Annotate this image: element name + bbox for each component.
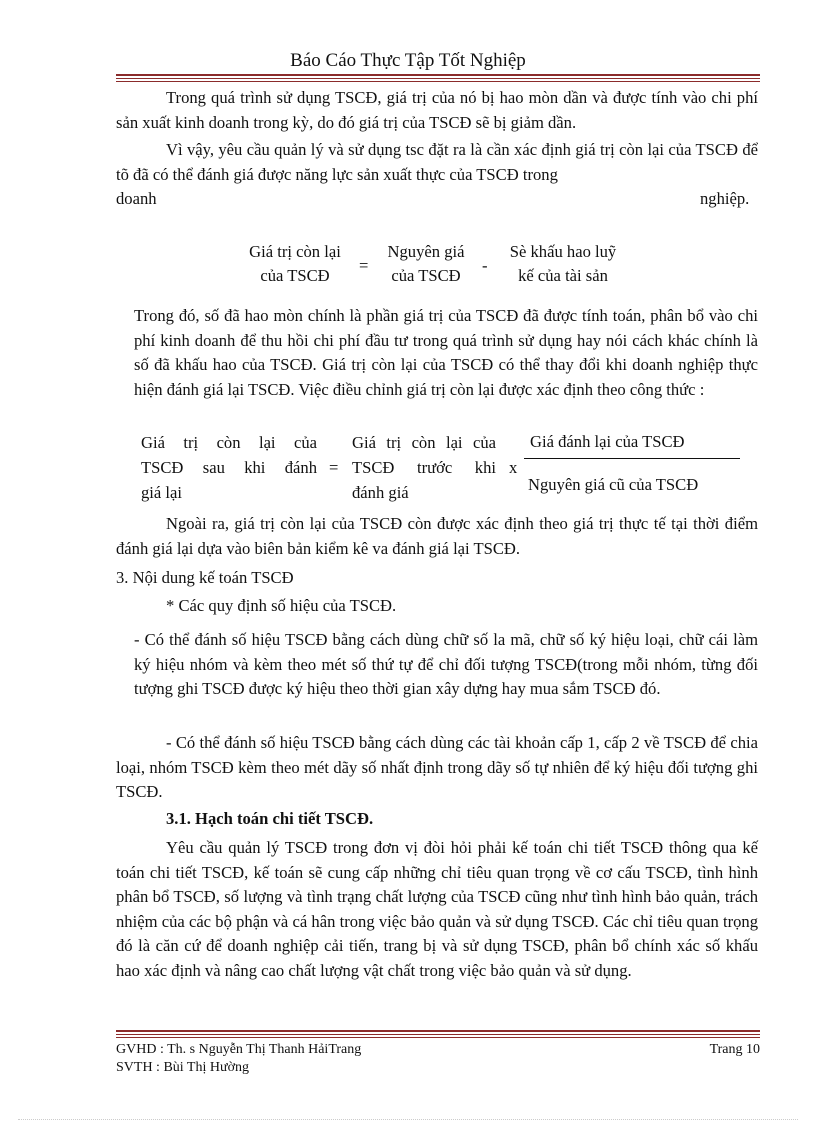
fraction-denominator: Nguyên giá cũ của TSCĐ [528, 475, 699, 494]
formula-term: giá lại [141, 483, 183, 502]
page-edge [18, 1119, 798, 1120]
page-header-title: Báo Cáo Thực Tập Tốt Nghiệp [290, 50, 526, 71]
paragraph: Trong đó, số đã hao mòn chính là phần giá trị của TSCĐ đã được tính toán, phân bổ vào chi phí kinh doanh để thu hồi chi phí đầu tư trong quá trình sử dụng hay nói cách khác chính là số đã khấu hao của TSCĐ. Giá trị còn lại của TSCĐ có thể thay đổi khi doanh nghiệp thực hiện đánh giá lại TSCĐ. Việc điều chỉnh giá trị còn lại được xác định theo công thức : [134, 306, 758, 399]
section-heading: 3.1. Hạch toán chi tiết TSCĐ. [166, 809, 374, 828]
paragraph: Vì vậy, yêu cầu quản lý và sử dụng tsc đặt ra là cần xác định giá trị còn lại của TSCĐ để tõ đã có thể đánh giá được năng lực sản xuất thực của TSCĐ trong [116, 140, 758, 184]
formula-term: Giá trị còn lại của [352, 433, 496, 452]
paragraph-end-right: nghiệp. [700, 189, 750, 208]
times-sign: x [509, 458, 518, 477]
page-number: Trang 10 [709, 1042, 760, 1057]
section-heading: 3. Nội dung kế toán TSCĐ [116, 568, 294, 587]
equals-sign: = [359, 256, 369, 275]
paragraph-end-left: doanh [116, 189, 157, 208]
footer-divider [116, 1030, 760, 1038]
paragraph: - Có thể đánh số hiệu TSCĐ bằng cách dùng chữ số la mã, chữ số ký hiệu loại, chữ cái làm ký hiệu nhóm và kèm theo mét số thứ tự để chỉ đối tượng TSCĐ(trong mỗi nhóm, từng đối tượng ghi TSCĐ được ký hiệu theo thời gian xây dựng hay mua sắm TSCĐ đó. [134, 630, 758, 698]
paragraph: Trong quá trình sử dụng TSCĐ, giá trị của nó bị hao mòn dần và được tính vào chi phí sản xuất kinh doanh trong kỳ, do đó giá trị của TSCĐ sẽ bị giảm dần. [116, 88, 758, 132]
formula-term: Nguyên giá [387, 242, 465, 261]
paragraph: Yêu cầu quản lý TSCĐ trong đơn vị đòi hỏi phải kế toán chi tiết TSCĐ thông qua kế toán chi tiết TSCĐ, kế toán sẽ cung cấp những chỉ tiêu quan trọng về cơ cấu TSCĐ, tình hình phân bổ TSCĐ, số lượng và tình trạng chất lượng của TSCĐ cũng như tình hình bảo quản, trách nhiệm của các bộ phận và cá hân trong việc bảo quản và sử dụng TSCĐ. Các chỉ tiêu quan trọng đó là căn cứ để doanh nghiệp cải tiến, trang bị và sử dụng TSCĐ, phân bổ chính xác số khấu hao xác định và nâng cao chất lượng vật chất trong việc bảo quản và sử dụng. [116, 838, 758, 980]
fraction-bar [524, 458, 740, 459]
formula-term: của TSCĐ [260, 266, 330, 285]
formula-term: Giá trị còn lại [249, 242, 341, 261]
formula-term: của TSCĐ [391, 266, 461, 285]
footer-student: SVTH : Bùi Thị Hường [116, 1060, 249, 1075]
formula-term: đánh giá [352, 483, 409, 502]
paragraph: - Có thể đánh số hiệu TSCĐ bằng cách dùng các tài khoản cấp 1, cấp 2 về TSCĐ để chia loại, nhóm TSCĐ kèm theo mét dãy số nhất định trong dãy số tự nhiên để ký hiệu đối tượng ghi TSCĐ. [116, 733, 758, 801]
header-divider [116, 74, 760, 82]
formula-term: Giá trị còn lại của [141, 433, 317, 452]
fraction-numerator: Giá đánh lại của TSCĐ [530, 432, 685, 451]
formula-term: TSCĐ sau khi đánh [141, 458, 317, 477]
formula-term: TSCĐ trước khi [352, 458, 496, 477]
footer-supervisor: GVHD : Th. s Nguyễn Thị Thanh HảiTrang [116, 1042, 362, 1057]
formula-term: Sè khấu hao luỹ [509, 242, 617, 261]
equals-sign: = [329, 458, 339, 477]
formula-term: kế của tài sản [518, 266, 608, 285]
sub-heading: * Các quy định số hiệu của TSCĐ. [166, 596, 397, 615]
paragraph: Ngoài ra, giá trị còn lại của TSCĐ còn được xác định theo giá trị thực tế tại thời điểm đánh giá lại dựa vào biên bản kiểm kê va đánh giá lại TSCĐ. [116, 514, 758, 558]
minus-sign: - [482, 256, 488, 275]
